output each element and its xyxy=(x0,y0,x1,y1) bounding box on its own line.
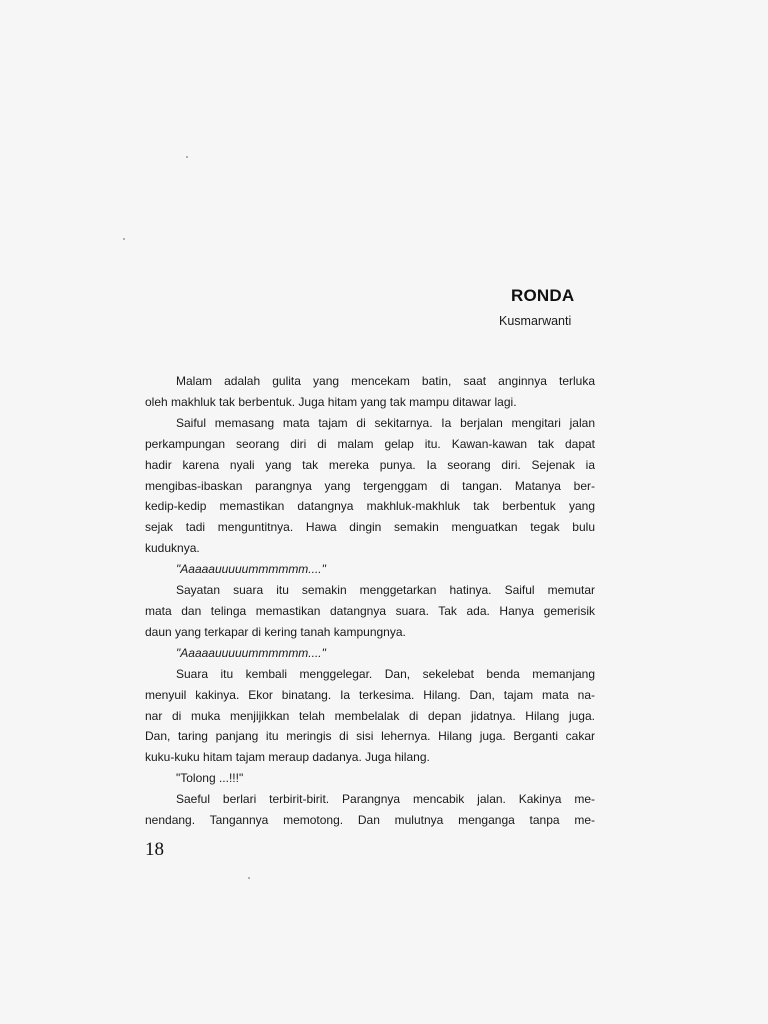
body-line-dialogue: "Aaaaauuuuummmmmm...." xyxy=(176,562,326,577)
body-line: Malam adalah gulita yang mencekam batin, saat anginnya terluka xyxy=(176,374,595,388)
paper-speck xyxy=(248,877,250,879)
paper-speck xyxy=(123,238,125,240)
paper-speck xyxy=(186,156,188,158)
page-number: 18 xyxy=(145,839,164,860)
body-line: Sayatan suara itu semakin menggetarkan hatinya. Saiful memutar xyxy=(176,583,595,598)
story-body xyxy=(145,371,595,831)
body-line: daun yang terkapar di kering tanah kampungnya. xyxy=(145,624,406,639)
body-line: oleh makhluk tak berbentuk. Juga hitam yang tak mampu ditawar lagi. xyxy=(145,394,517,409)
body-line-dialogue: "Aaaaauuuuummmmmm...." xyxy=(176,645,326,660)
body-line: mata dan telinga memastikan datangnya suara. Tak ada. Hanya gemerisik xyxy=(145,603,595,618)
body-line: mengibas-ibaskan parangnya yang tergenggam di tangan. Matanya ber- xyxy=(145,478,595,493)
body-line: sejak tadi menguntitnya. Hawa dingin semakin menguatkan tegak bulu xyxy=(145,520,595,535)
body-line: nar di muka menjijikkan telah membelalak di depan jidatnya. Hilang juga. xyxy=(145,708,595,723)
story-title: RONDA xyxy=(511,286,575,305)
story-author: Kusmarwanti xyxy=(499,314,572,328)
body-line: kedip-kedip memastikan datangnya makhluk-makhluk tak berbentuk yang xyxy=(145,499,595,514)
body-line: kuduknya. xyxy=(145,541,200,556)
body-line: kuku-kuku hitam tajam meraup dadanya. Juga hilang. xyxy=(145,750,430,765)
body-line: Suara itu kembali menggelegar. Dan, sekelebat benda memanjang xyxy=(176,666,595,681)
body-line: Saiful memasang mata tajam di sekitarnya. Ia berjalan mengitari jalan xyxy=(176,415,595,430)
body-line: Saeful berlari terbirit-birit. Parangnya mencabik jalan. Kakinya me- xyxy=(176,792,595,807)
body-line: Dan, taring panjang itu meringis di sisi lehernya. Hilang juga. Berganti cakar xyxy=(145,729,595,744)
body-line-dialogue: "Tolong ...!!!" xyxy=(176,771,244,786)
body-line: perkampungan seorang diri di malam gelap itu. Kawan-kawan tak dapat xyxy=(145,436,595,451)
body-line: menyuil kakinya. Ekor binatang. Ia terkesima. Hilang. Dan, tajam mata na- xyxy=(145,687,595,702)
body-line: nendang. Tangannya memotong. Dan mulutnya menganga tanpa me- xyxy=(145,813,595,828)
body-line: hadir karena nyali yang tak mereka punya. Ia seorang diri. Sejenak ia xyxy=(145,457,595,472)
